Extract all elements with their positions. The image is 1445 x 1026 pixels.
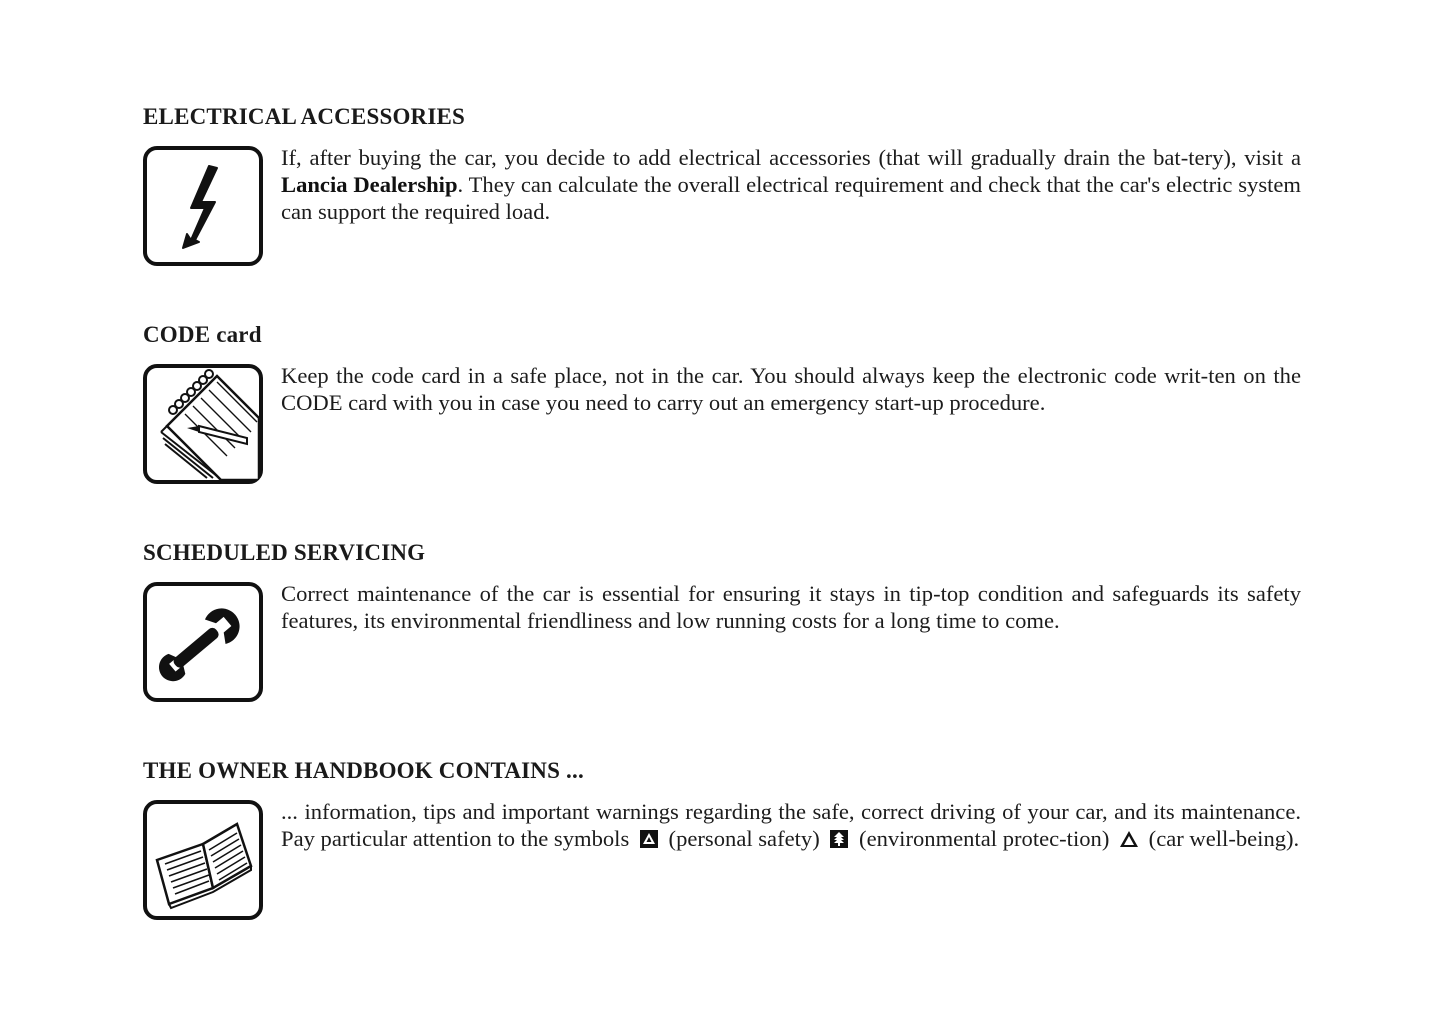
body-text-part: If, after buying the car, you decide to add electrical accessories (that will gradually drain the bat-tery), visit a — [281, 145, 1301, 170]
section-body-text: Keep the code card in a safe place, not in the car. You should always keep the electronic code writ-ten on the CODE card with you in case you need to carry out an emergency start-up procedure. — [281, 363, 1301, 415]
environmental-protection-icon — [829, 829, 849, 849]
car-well-being-icon — [1119, 829, 1139, 849]
body-text-part: (environmental protec-tion) — [853, 826, 1116, 851]
section-body-text — [281, 144, 1301, 225]
section-body-text: Correct maintenance of the car is essential for ensuring it stays in tip-top condition and safeguards its safety features, its environmental friendliness and low running costs for a long time to come. — [281, 581, 1301, 633]
body-text-part: ... information, tips and important warnings regarding the safe, correct driving of your car, and its maintenance. Pay particular attention to the symbols — [281, 799, 1301, 851]
section-title: ELECTRICAL ACCESSORIES — [143, 104, 466, 129]
section-title: THE OWNER HANDBOOK CONTAINS ... — [143, 758, 584, 783]
personal-safety-icon — [639, 829, 659, 849]
body-text-part: (personal safety) — [662, 826, 826, 851]
notepad-pencil-icon — [143, 364, 263, 484]
section-title: CODE card — [143, 322, 262, 347]
section-title: SCHEDULED SERVICING — [143, 540, 426, 565]
section-body-text — [281, 798, 1301, 852]
wrench-icon — [143, 582, 263, 702]
body-text-part: . They can calculate the overall electrical requirement and check that the car's electric system can support the required load. — [281, 172, 1301, 224]
open-book-icon — [143, 800, 263, 920]
dealership-highlight: Lancia Dealership — [281, 172, 458, 197]
body-text-part: (car well-being). — [1143, 826, 1300, 851]
lightning-bolt-icon — [143, 146, 263, 266]
